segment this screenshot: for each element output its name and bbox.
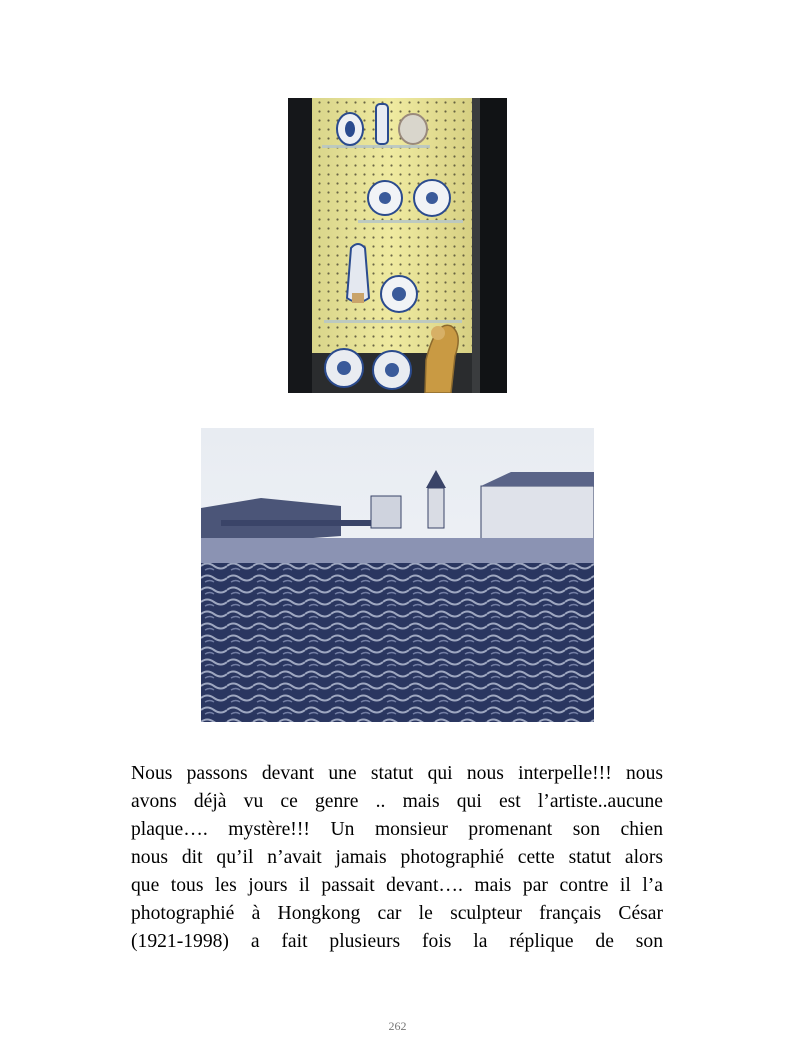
photo-frozen-river: [201, 428, 594, 722]
text-line: Nous passons devant une statut qui nous interpelle!!! nous: [131, 763, 663, 784]
page-number: 262: [388, 1019, 407, 1033]
text-line: (1921-1998) a fait plusieurs fois la réplique de son: [131, 931, 663, 952]
text-line: plaque…. mystère!!! Un monsieur promenant son chien: [131, 819, 663, 840]
text-line: avons déjà vu ce genre .. mais qui est l’artiste..aucune: [131, 791, 663, 812]
text-line: photographié à Hongkong car le sculpteur français César: [131, 903, 663, 924]
text-line: que tous les jours il passait devant…. mais par contre il l’a: [131, 875, 663, 896]
body-paragraph: [131, 760, 663, 956]
river-illustration: [201, 428, 594, 722]
cabinet-illustration: [288, 98, 507, 393]
photo-display-cabinet: [288, 98, 507, 393]
text-line: nous dit qu’il n’avait jamais photographié cette statut alors: [131, 847, 663, 868]
